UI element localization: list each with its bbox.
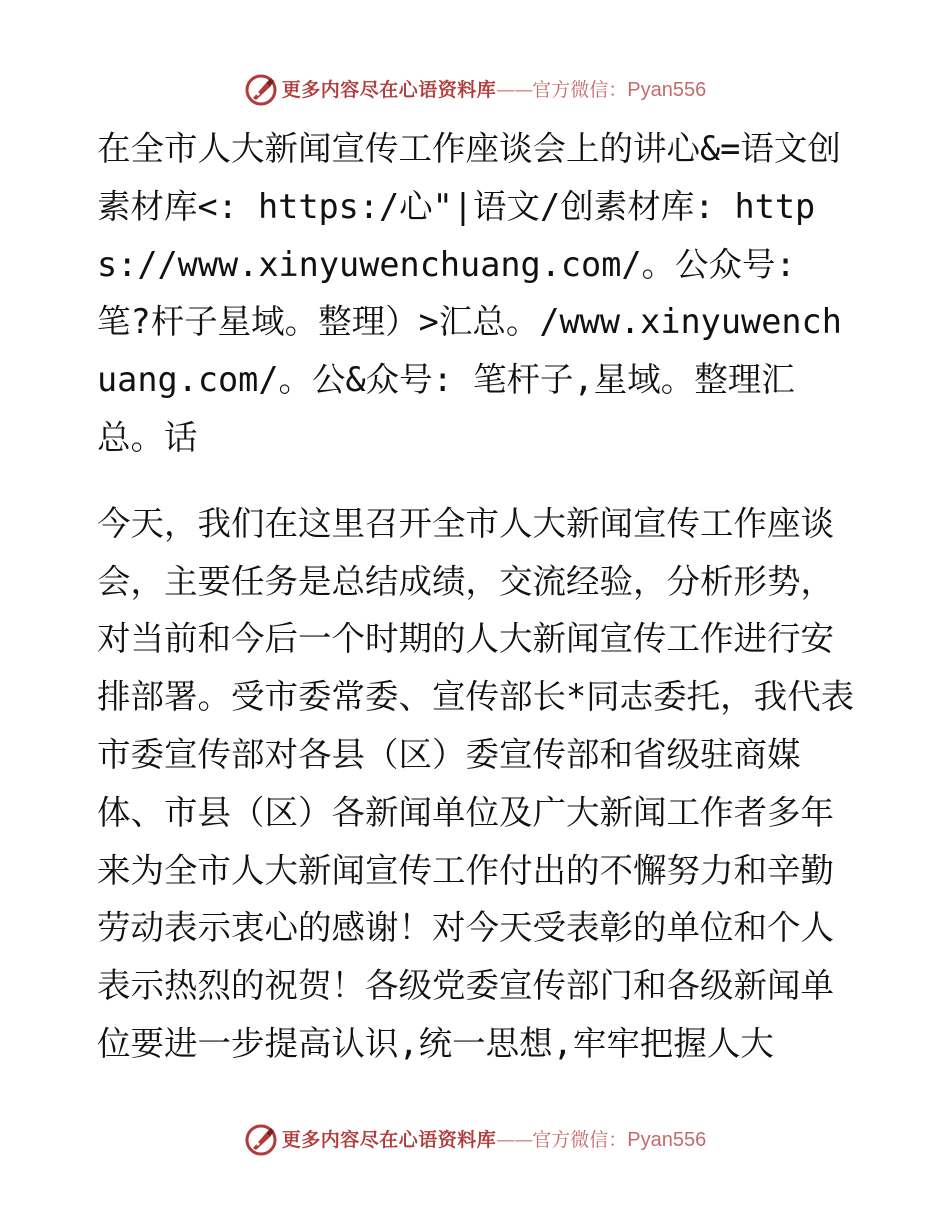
footer-separator: —— xyxy=(496,1129,533,1151)
paragraph-title: 在全市人大新闻宣传工作座谈会上的讲心&=语文创素材库<: https:/心"|语文/创素材库: https://www.xinyuwenchuang.com/。公众号: 笔?杆子星域。整理）>汇总。/www.xinyuwenchuang.com/。公&众号: 笔杆子,星域。整理汇总。话 xyxy=(97,129,842,457)
document-body xyxy=(97,120,857,1100)
footer-wechat-label: 官方微信： xyxy=(532,1129,628,1151)
footer-brand-text: 更多内容尽在心语资料库 xyxy=(281,1129,497,1151)
pen-nib-logo-icon xyxy=(244,73,278,107)
header-separator: —— xyxy=(496,79,533,101)
header-banner xyxy=(0,72,950,108)
footer-wechat-id: Pyan556 xyxy=(627,1129,707,1151)
header-banner-text xyxy=(282,72,707,108)
header-brand-text: 更多内容尽在心语资料库 xyxy=(281,79,497,101)
footer-banner-text xyxy=(282,1122,707,1158)
paragraph-body: 今天，我们在这里召开全市人大新闻宣传工作座谈会，主要任务是总结成绩，交流经验，分析形势，对当前和今后一个时期的人大新闻宣传工作进行安排部署。受市委常委、宣传部长*同志委托，我代表市委宣传部对各县（区）委宣传部和省级驻商媒体、市县（区）各新闻单位及广大新闻工作者多年来为全市人大新闻宣传工作付出的不懈努力和辛勤劳动表示衷心的感谢！对今天受表彰的单位和个人表示热烈的祝贺！各级党委宣传部门和各级新闻单位要进一步提高认识,统一思想,牢牢把握人大 xyxy=(97,503,855,1063)
header-wechat-id: Pyan556 xyxy=(627,79,707,101)
header-wechat-label: 官方微信： xyxy=(532,79,628,101)
pen-nib-logo-icon xyxy=(244,1123,278,1157)
footer-banner xyxy=(0,1122,950,1158)
